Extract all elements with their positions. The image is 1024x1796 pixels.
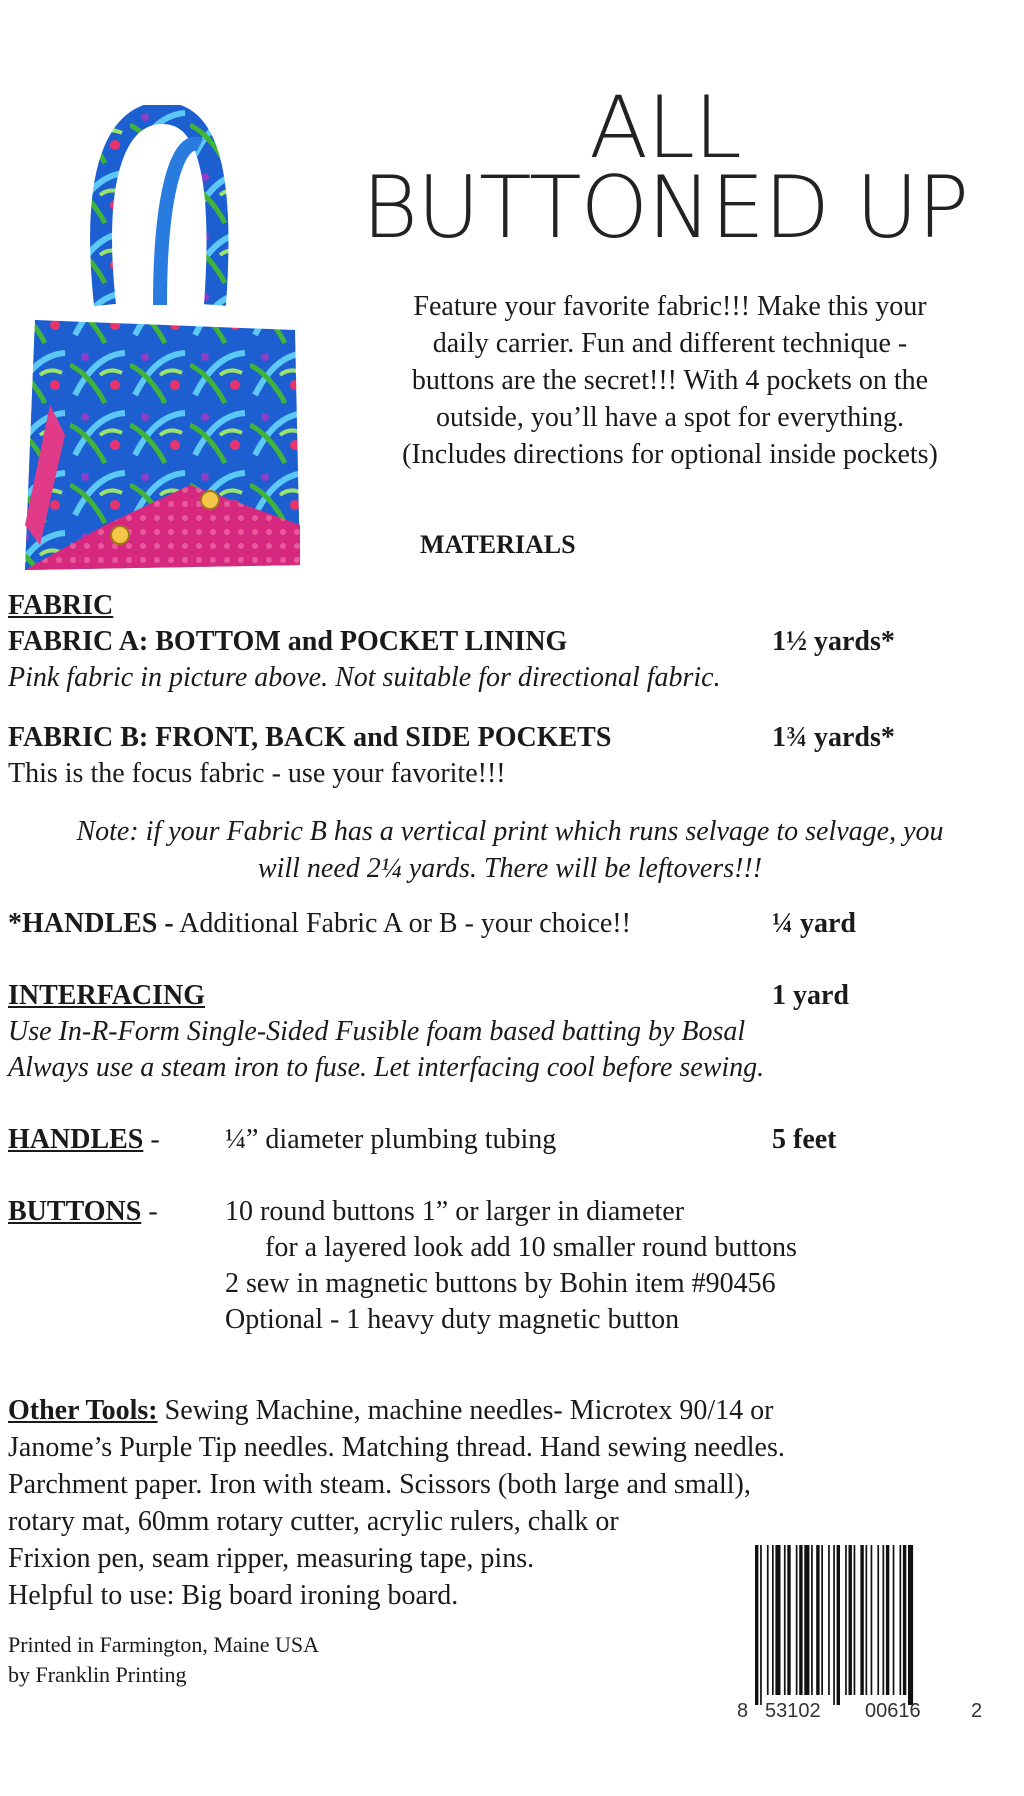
tools-line: Parchment paper. Iron with steam. Scissors (both large and small), xyxy=(8,1469,751,1500)
tote-bag-image xyxy=(10,105,310,575)
footer-line: Printed in Farmington, Maine USA xyxy=(8,1632,320,1657)
note-line: Note: if your Fabric B has a vertical print which runs selvage to selvage, you xyxy=(76,816,944,847)
barcode-bar xyxy=(796,1545,798,1695)
buttons-line: for a layered look add 10 smaller round buttons xyxy=(265,1232,797,1263)
barcode-bar xyxy=(775,1545,780,1695)
footer-line: by Franklin Printing xyxy=(8,1662,187,1687)
barcode-bar xyxy=(866,1545,868,1695)
barcode-bar xyxy=(767,1545,769,1695)
fabric-b-desc: This is the focus fabric - use your favorite!!! xyxy=(8,758,506,789)
barcode-bar xyxy=(828,1545,830,1695)
fabric-a-label: FABRIC A: BOTTOM and POCKET LINING xyxy=(8,626,568,657)
barcode-bar xyxy=(900,1545,902,1695)
fabric-heading: FABRIC xyxy=(8,590,114,621)
barcode-bar xyxy=(772,1545,774,1695)
handles-label-row xyxy=(8,1124,160,1156)
barcode xyxy=(735,1545,985,1725)
intro-line: (Includes directions for optional inside pockets) xyxy=(402,439,938,470)
barcode-bar xyxy=(837,1545,840,1705)
barcode-bar xyxy=(833,1545,835,1705)
handles-fabric-text: Additional Fabric A or B - your choice!! xyxy=(179,908,631,939)
barcode-bar xyxy=(871,1545,873,1695)
interfacing-line: Always use a steam iron to fuse. Let interfacing cool before sewing. xyxy=(8,1052,765,1083)
interfacing-line: Use In-R-Form Single-Sided Fusible foam based batting by Bosal xyxy=(8,1016,746,1047)
handles-fabric-row xyxy=(8,908,631,940)
buttons-line: 2 sew in magnetic buttons by Bohin item #90456 xyxy=(225,1268,776,1299)
barcode-bar xyxy=(886,1545,889,1695)
intro-line: Feature your favorite fabric!!! Make this your xyxy=(413,291,927,322)
intro-line: outside, you’ll have a spot for everything. xyxy=(435,402,905,433)
handles-qty: 5 feet xyxy=(772,1124,837,1155)
fabric-note xyxy=(20,813,1000,887)
buttons-heading: BUTTONS xyxy=(8,1196,142,1227)
barcode-bar xyxy=(784,1545,786,1695)
fabric-b-label: FABRIC B: FRONT, BACK and SIDE POCKETS xyxy=(8,722,612,753)
barcode-bar xyxy=(883,1545,885,1695)
barcode-bar xyxy=(811,1545,813,1695)
buttons-dash: - xyxy=(148,1196,158,1227)
barcode-bars xyxy=(755,1545,913,1705)
buttons-line: Optional - 1 heavy duty magnetic button xyxy=(225,1304,680,1335)
note-line: will need 2¼ yards. There will be leftovers!!! xyxy=(257,853,763,884)
tools-label: Other Tools: xyxy=(8,1395,158,1426)
handles-fabric-label: *HANDLES - xyxy=(8,908,174,939)
barcode-bar xyxy=(804,1545,809,1695)
tools-first-line xyxy=(8,1392,785,1429)
barcode-bar xyxy=(845,1545,847,1695)
footer xyxy=(8,1630,319,1690)
fabric-a-qty: 1½ yards* xyxy=(772,626,895,657)
barcode-bar xyxy=(849,1545,852,1695)
handles-dash: - xyxy=(150,1124,160,1155)
interfacing-heading: INTERFACING xyxy=(8,980,206,1011)
title-line-1: ALL xyxy=(589,78,741,178)
intro-line: buttons are the secret!!! With 4 pockets on the xyxy=(411,365,929,396)
tools-first-text: Sewing Machine, machine needles- Microtex 90/14 or xyxy=(157,1395,774,1426)
barcode-bar xyxy=(877,1545,879,1695)
tools-line: rotary mat, 60mm rotary cutter, acrylic rulers, chalk or xyxy=(8,1506,619,1537)
barcode-right-digits: 00616 xyxy=(865,1700,921,1722)
barcode-bar xyxy=(799,1545,802,1695)
intro-text xyxy=(330,288,1010,473)
other-tools xyxy=(8,1392,785,1614)
tools-line: Helpful to use: Big board ironing board. xyxy=(8,1580,459,1611)
barcode-bar xyxy=(903,1545,906,1695)
barcode-left-digits: 53102 xyxy=(765,1700,821,1722)
barcode-bar xyxy=(755,1545,758,1705)
handles-heading: HANDLES xyxy=(8,1124,144,1155)
title-line-2: BUTTONED UP xyxy=(361,158,969,258)
barcode-lead-digit: 8 xyxy=(737,1700,749,1722)
barcode-bar xyxy=(760,1545,762,1705)
barcode-bar xyxy=(787,1545,790,1695)
fabric-b-qty: 1¾ yards* xyxy=(772,722,895,753)
tools-line: Frixion pen, seam ripper, measuring tape, pins. xyxy=(8,1543,535,1574)
barcode-bar xyxy=(860,1545,863,1695)
intro-line: daily carrier. Fun and different technique - xyxy=(432,328,908,359)
handles-fabric-qty: ¼ yard xyxy=(772,908,856,939)
barcode-bar xyxy=(816,1545,819,1695)
tools-line: Janome’s Purple Tip needles. Matching thread. Hand sewing needles. xyxy=(8,1432,785,1463)
barcode-bar xyxy=(893,1545,895,1695)
barcode-bar xyxy=(821,1545,823,1695)
barcode-check-digit: 2 xyxy=(971,1700,983,1722)
buttons-line: 10 round buttons 1” or larger in diameter xyxy=(225,1196,685,1227)
buttons-label-row xyxy=(8,1196,158,1228)
fabric-a-desc: Pink fabric in picture above. Not suitable for directional fabric. xyxy=(8,662,721,693)
materials-heading: MATERIALS xyxy=(420,530,576,559)
barcode-bar xyxy=(908,1545,913,1705)
interfacing-qty: 1 yard xyxy=(772,980,849,1011)
barcode-bar xyxy=(854,1545,856,1695)
handles-text: ¼” diameter plumbing tubing xyxy=(225,1124,557,1155)
